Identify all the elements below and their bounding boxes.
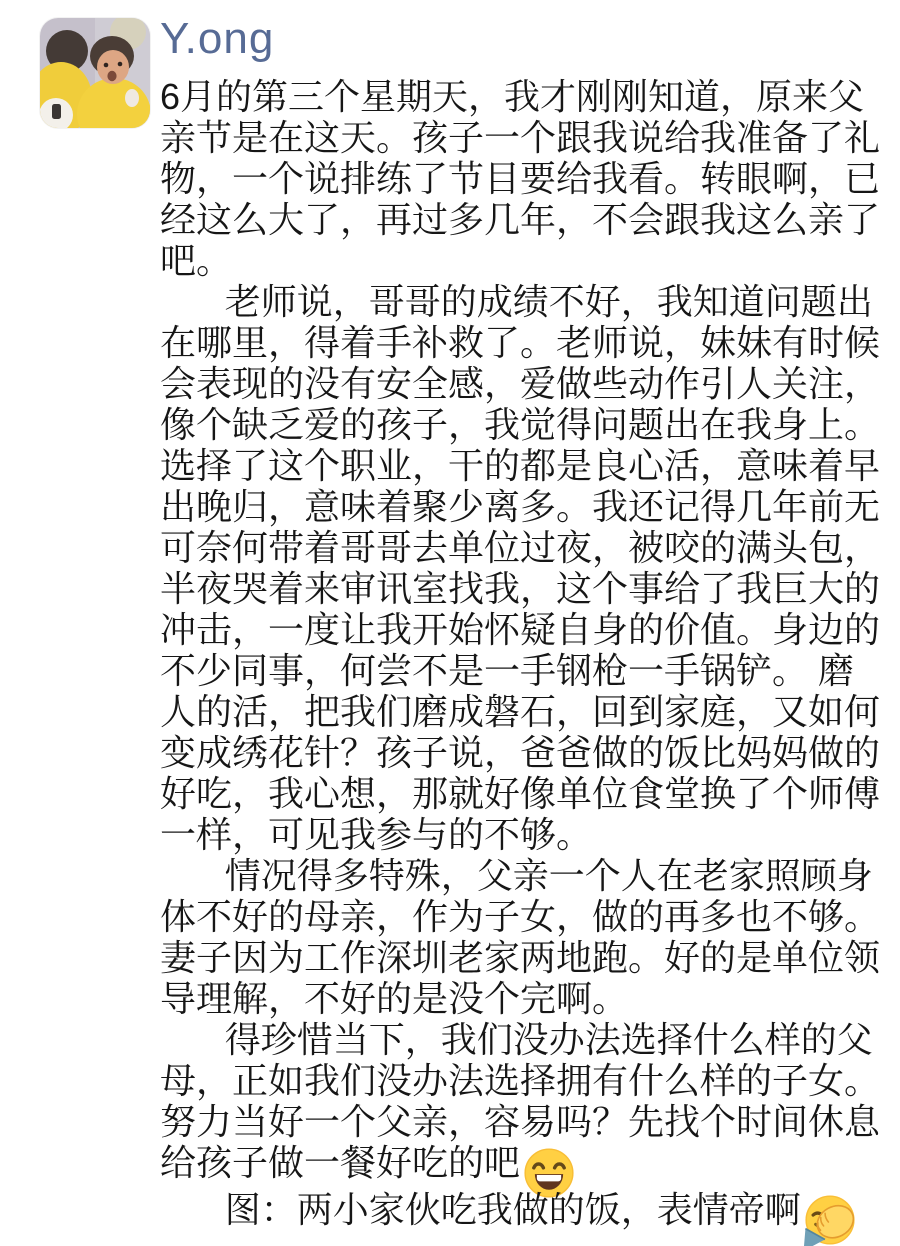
facepalm-emoji-icon	[804, 1194, 856, 1246]
post-paragraph: 老师说，哥哥的成绩不好，我知道问题出在哪里，得着手补救了。老师说，妹妹有时候会表现的没有安全感，爱做些动作引人关注，像个缺乏爱的孩子，我觉得问题出在我身上。 选择了这个职业，干的都是良心活，意味着早出晚归，意味着聚少离多。我还记得几年前无可奈何带着哥哥去单位过夜，被咬的满头包，半夜哭着来审讯室找我，这个事给了我巨大的冲击，一度让我开始怀疑自身的价值。身边的不少同事，何尝不是一手钢枪一手锅铲。 磨人的活，把我们磨成磐石，回到家庭，又如何变成绣花针？孩子说，爸爸做的饭比妈妈做的好吃，我心想，那就好像单位食堂换了个师傅一样，可见我参与的不够。	[160, 281, 881, 855]
post-paragraph-text: 图：两小家伙吃我做的饭，表情帝啊	[224, 1189, 801, 1230]
post-paragraph: 情况得多特殊，父亲一个人在老家照顾身体不好的母亲，作为子女，做的再多也不够。妻子因为工作深圳老家两地跑。好的是单位领导理解，不好的是没个完啊。	[160, 855, 881, 1019]
post-paragraph-text: 得珍惜当下，我们没办法选择什么样的父母，正如我们没办法选择拥有什么样的子女。努力当好一个父亲，容易吗？先找个时间休息给孩子做一餐好吃的吧	[160, 1019, 881, 1183]
post-text	[160, 76, 880, 1236]
post-paragraph	[160, 1019, 880, 1189]
post-paragraph: 6月的第三个星期天，我才刚刚知道，原来父亲节是在这天。孩子一个跟我说给我准备了礼物，一个说排练了节目要给我看。转眼啊，已经这么大了，再过多几年，不会跟我这么亲了吧。	[160, 76, 881, 281]
post-content	[160, 14, 880, 1236]
author-name[interactable]: Y.ong	[160, 14, 275, 63]
avatar-photo-two-kids-yellow-shirts	[40, 18, 150, 128]
post-paragraph	[160, 1189, 880, 1236]
avatar[interactable]	[40, 18, 150, 128]
